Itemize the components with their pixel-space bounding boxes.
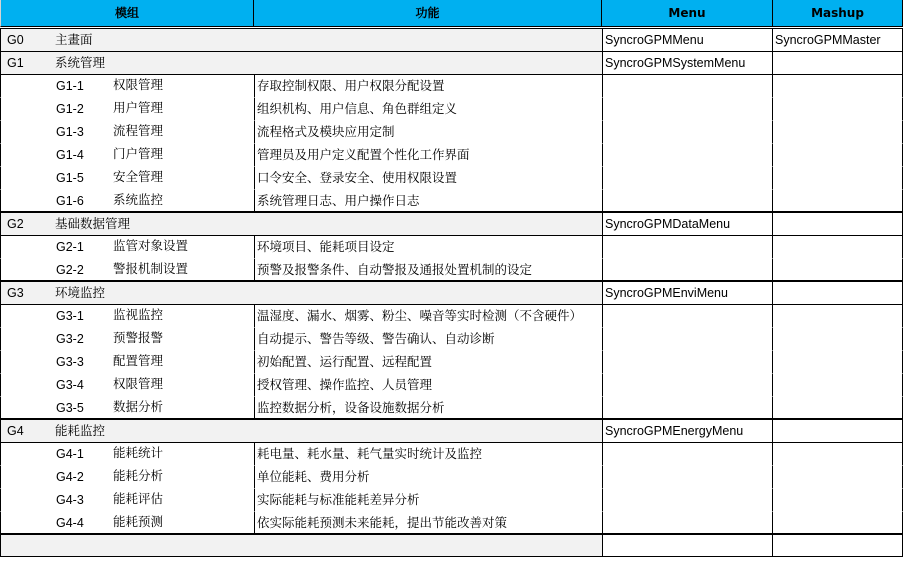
group-name-cell[interactable]: 主畫面 [55, 28, 602, 51]
group-id-cell[interactable]: G4 [0, 419, 55, 442]
item-menu-cell[interactable] [602, 120, 773, 143]
header-row [0, 0, 903, 28]
item-id-cell[interactable]: G1-1 [0, 74, 254, 97]
header-mashup[interactable]: Mashup [773, 0, 903, 27]
item-mashup-cell[interactable] [773, 97, 903, 120]
group-row [0, 51, 903, 74]
group-id-cell[interactable]: G3 [0, 281, 55, 304]
item-desc-cell[interactable]: 组织机构、用户信息、角色群组定义 [254, 97, 602, 120]
item-menu-cell[interactable] [602, 488, 773, 511]
item-desc-cell[interactable]: 单位能耗、费用分析 [254, 465, 602, 488]
item-menu-cell[interactable] [602, 97, 773, 120]
item-id-cell[interactable]: G3-4 [0, 373, 254, 396]
item-menu-cell[interactable] [602, 511, 773, 534]
item-id-cell[interactable]: G3-5 [0, 396, 254, 419]
group-row [0, 28, 903, 51]
group-mashup-cell[interactable] [773, 419, 903, 442]
item-desc-cell[interactable]: 自动提示、警告等级、警告确认、自动诊断 [254, 327, 602, 350]
table-row [0, 97, 903, 120]
item-name-cell[interactable]: 监管对象设置 [113, 239, 189, 253]
item-desc-cell[interactable]: 存取控制权限、用户权限分配设置 [254, 74, 602, 97]
item-name-cell[interactable]: 警报机制设置 [113, 262, 189, 276]
item-desc-cell[interactable]: 管理员及用户定义配置个性化工作界面 [254, 143, 602, 166]
table-row [0, 235, 903, 258]
group-menu-cell[interactable]: SyncroGPMDataMenu [602, 212, 773, 235]
group-row [0, 212, 903, 235]
empty-mashup-cell[interactable] [773, 534, 903, 557]
group-id-cell[interactable]: G1 [0, 51, 55, 74]
item-name-cell[interactable]: 权限管理 [113, 78, 164, 92]
item-mashup-cell[interactable] [773, 143, 903, 166]
table-row [0, 511, 903, 534]
item-menu-cell[interactable] [602, 143, 773, 166]
group-menu-cell[interactable]: SyncroGPMEnviMenu [602, 281, 773, 304]
item-mashup-cell[interactable] [773, 189, 903, 212]
group-id-cell[interactable]: G2 [0, 212, 55, 235]
item-id-cell[interactable]: G4-4 [0, 511, 254, 534]
table-row [0, 442, 903, 465]
table-row [0, 143, 903, 166]
header-module[interactable]: 模组 [0, 0, 254, 27]
table-row [0, 258, 903, 281]
item-id-cell[interactable]: G1-2 [0, 97, 254, 120]
item-id-cell[interactable]: G1-5 [0, 166, 254, 189]
item-desc-cell[interactable]: 耗电量、耗水量、耗气量实时统计及监控 [254, 442, 602, 465]
item-desc-cell[interactable]: 监控数据分析，设备设施数据分析 [254, 396, 602, 419]
item-id-cell[interactable]: G3-2 [0, 327, 254, 350]
group-menu-cell[interactable]: SyncroGPMEnergyMenu [602, 419, 773, 442]
item-mashup-cell[interactable] [773, 465, 903, 488]
table-row [0, 488, 903, 511]
item-mashup-cell[interactable] [773, 258, 903, 281]
empty-menu-cell[interactable] [602, 534, 773, 557]
table-row [0, 465, 903, 488]
item-mashup-cell[interactable] [773, 327, 903, 350]
table-row [0, 120, 903, 143]
item-menu-cell[interactable] [602, 74, 773, 97]
item-mashup-cell[interactable] [773, 74, 903, 97]
group-id-cell[interactable]: G0 [0, 28, 55, 51]
item-id-cell[interactable]: G4-3 [0, 488, 254, 511]
item-id-cell[interactable]: G4-2 [0, 465, 254, 488]
item-id-cell[interactable]: G2-2 [0, 258, 254, 281]
table-row [0, 189, 903, 212]
item-name-cell[interactable]: 数据分析 [113, 400, 164, 414]
item-name-cell[interactable]: 能耗统计 [113, 446, 164, 460]
item-mashup-cell[interactable] [773, 304, 903, 327]
item-menu-cell[interactable] [602, 327, 773, 350]
item-desc-cell[interactable]: 系统管理日志、用户操作日志 [254, 189, 602, 212]
item-name-cell[interactable]: 安全管理 [113, 170, 164, 184]
item-menu-cell[interactable] [602, 166, 773, 189]
item-desc-cell[interactable]: 预警及报警条件、自动警报及通报处置机制的设定 [254, 258, 602, 281]
item-mashup-cell[interactable] [773, 350, 903, 373]
group-name-cell[interactable]: 能耗监控 [55, 419, 602, 442]
item-desc-cell[interactable]: 初始配置、运行配置、远程配置 [254, 350, 602, 373]
group-mashup-cell[interactable] [773, 51, 903, 74]
item-id-cell[interactable]: G3-1 [0, 304, 254, 327]
item-id-cell[interactable]: G4-1 [0, 442, 254, 465]
item-menu-cell[interactable] [602, 350, 773, 373]
item-name-cell[interactable]: 预警报警 [113, 331, 164, 345]
item-desc-cell[interactable]: 流程格式及模块应用定制 [254, 120, 602, 143]
table-row [0, 304, 903, 327]
header-function[interactable]: 功能 [254, 0, 602, 27]
group-menu-cell[interactable]: SyncroGPMSystemMenu [602, 51, 773, 74]
item-mashup-cell[interactable] [773, 373, 903, 396]
item-mashup-cell[interactable] [773, 488, 903, 511]
item-name-cell[interactable]: 能耗评估 [113, 492, 164, 506]
item-name-cell[interactable]: 系统监控 [113, 193, 164, 207]
table-row [0, 74, 903, 97]
item-id-cell[interactable]: G1-3 [0, 120, 254, 143]
item-menu-cell[interactable] [602, 304, 773, 327]
item-menu-cell[interactable] [602, 442, 773, 465]
item-desc-cell[interactable]: 授权管理、操作监控、人员管理 [254, 373, 602, 396]
item-mashup-cell[interactable] [773, 442, 903, 465]
item-mashup-cell[interactable] [773, 511, 903, 534]
empty-row [0, 534, 903, 557]
group-mashup-cell[interactable] [773, 281, 903, 304]
item-menu-cell[interactable] [602, 235, 773, 258]
item-menu-cell[interactable] [602, 396, 773, 419]
item-menu-cell[interactable] [602, 258, 773, 281]
item-desc-cell[interactable]: 依实际能耗预测未来能耗，提出节能改善对策 [254, 511, 602, 534]
item-name-cell[interactable]: 监视监控 [113, 308, 164, 322]
group-name-cell[interactable]: 基础数据管理 [55, 212, 602, 235]
item-name-cell[interactable]: 权限管理 [113, 377, 164, 391]
item-mashup-cell[interactable] [773, 235, 903, 258]
table-row [0, 166, 903, 189]
item-name-cell[interactable]: 用户管理 [113, 101, 164, 115]
group-mashup-cell[interactable]: SyncroGPMMaster [773, 28, 903, 51]
item-name-cell[interactable]: 能耗预测 [113, 515, 164, 529]
group-row [0, 281, 903, 304]
item-id-cell[interactable]: G1-4 [0, 143, 254, 166]
group-name-cell[interactable]: 系统管理 [55, 51, 602, 74]
item-desc-cell[interactable]: 实际能耗与标准能耗差异分析 [254, 488, 602, 511]
group-mashup-cell[interactable] [773, 212, 903, 235]
group-row [0, 419, 903, 442]
item-desc-cell[interactable]: 温湿度、漏水、烟雾、粉尘、噪音等实时检测（不含硬件） [254, 304, 602, 327]
item-id-cell[interactable]: G2-1 [0, 235, 254, 258]
item-id-cell[interactable]: G1-6 [0, 189, 254, 212]
item-desc-cell[interactable]: 口令安全、登录安全、使用权限设置 [254, 166, 602, 189]
item-mashup-cell[interactable] [773, 396, 903, 419]
header-menu[interactable]: Menu [602, 0, 773, 27]
empty-cell[interactable] [0, 534, 602, 557]
item-name-cell[interactable]: 流程管理 [113, 124, 164, 138]
item-mashup-cell[interactable] [773, 120, 903, 143]
item-menu-cell[interactable] [602, 189, 773, 212]
table-row [0, 373, 903, 396]
group-name-cell[interactable]: 环境监控 [55, 281, 602, 304]
group-menu-cell[interactable]: SyncroGPMMenu [602, 28, 773, 51]
table-row [0, 350, 903, 373]
item-name-cell[interactable]: 门户管理 [113, 147, 164, 161]
item-id-cell[interactable]: G3-3 [0, 350, 254, 373]
item-name-cell[interactable]: 能耗分析 [113, 469, 164, 483]
table-row [0, 327, 903, 350]
item-name-cell[interactable]: 配置管理 [113, 354, 164, 368]
item-mashup-cell[interactable] [773, 166, 903, 189]
table-row [0, 396, 903, 419]
item-menu-cell[interactable] [602, 465, 773, 488]
item-menu-cell[interactable] [602, 373, 773, 396]
item-desc-cell[interactable]: 环境项目、能耗项目设定 [254, 235, 602, 258]
